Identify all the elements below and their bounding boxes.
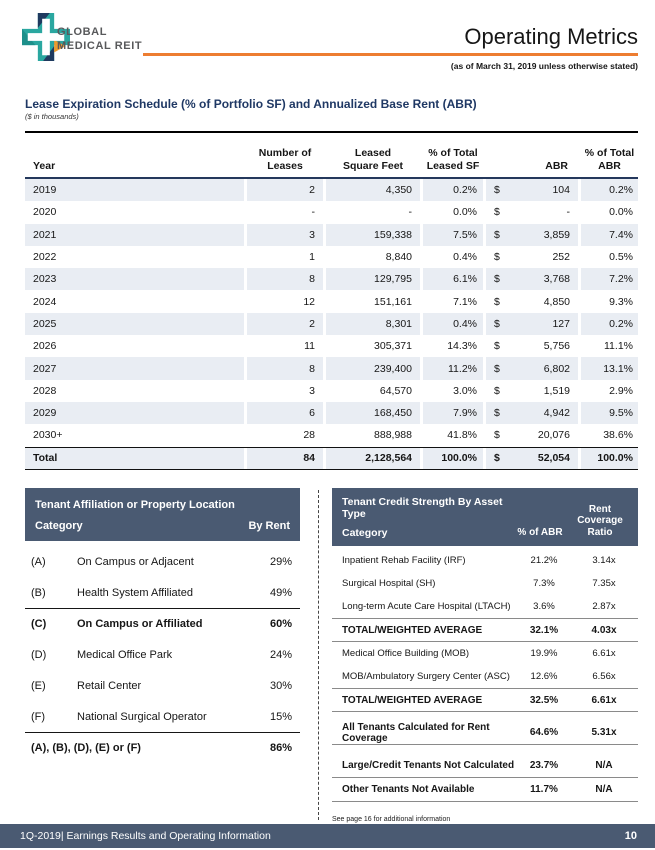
rent-coverage-ratio-value: 2.87x [592,601,616,612]
col-header-leased-square-feet: Leased Square Feet [342,146,404,172]
pct-total-abr-cell: 100.0% [581,448,638,470]
by-rent-value: 24% [269,648,292,661]
number-of-leases-cell: 2 [247,313,323,335]
number-of-leases-cell: 1 [309,251,315,264]
leased-square-feet-cell: 168,450 [326,402,420,424]
credit-row [332,642,638,665]
pct-total-abr-cell: 0.2% [581,313,638,335]
col-header-pct-total-abr: % of Total ABR [584,146,635,172]
credit-table-body [332,549,638,802]
pct-total-abr-cell: 11.1% [604,340,633,353]
pct-total-abr-cell: 0.2% [581,179,638,201]
credit-row [332,572,638,595]
lease-table-row [25,335,638,357]
by-rent-value: 30% [269,679,292,692]
credit-row [332,549,638,572]
currency-symbol: $ [494,407,500,420]
currency-symbol: $ [494,452,500,465]
pct-of-abr-value: 23.7% [529,760,559,771]
credit-row [332,618,638,642]
currency-symbol: $ [494,340,500,353]
currency-symbol: $ [494,273,500,286]
rent-coverage-ratio-value: 7.35x [592,578,616,589]
year-cell: 2030+ [33,429,63,442]
number-of-leases-cell: 11 [304,340,315,353]
year-cell: 2025 [25,313,244,335]
pct-total-abr-cell: 38.6% [603,429,633,442]
pct-of-abr-value: 19.9% [530,648,558,659]
by-rent-value: 49% [269,586,292,599]
currency-symbol: $ [494,228,500,241]
rent-coverage-ratio-value: 6.56x [592,671,616,682]
pct-of-abr-value: 12.6% [530,671,558,682]
affiliation-row [25,546,300,577]
credit-row [332,665,638,688]
abr-cell [486,357,578,379]
number-of-leases-cell: 3 [309,384,315,397]
leased-square-feet-cell: 159,338 [326,224,420,246]
currency-symbol: $ [494,184,500,197]
see-page-footnote: See page 16 for additional information [332,816,451,823]
credit-row [332,595,638,618]
lease-table-title: Lease Expiration Schedule (% of Portfolio SF) and Annualized Base Rent (ABR) [25,97,477,111]
abr-value: 3,768 [543,273,570,286]
number-of-leases-cell: 28 [303,429,315,442]
abr-cell [486,448,578,470]
credit-row [332,721,638,745]
pct-total-abr-cell: 2.9% [609,384,633,397]
rent-coverage-ratio-value: N/A [595,760,613,771]
rent-coverage-ratio-value: 5.31x [591,727,617,738]
by-rent-value: 29% [269,555,292,568]
abr-cell [486,246,578,268]
year-cell: 2022 [33,251,57,264]
leased-square-feet-cell: 2,128,564 [326,448,420,470]
asset-type-label: Long-term Acute Care Hospital (LTACH) [342,601,511,612]
leased-square-feet-cell: 4,350 [326,179,420,201]
logo-line2: MEDICAL REIT [57,40,143,53]
col-header-abr: ABR [545,159,568,172]
credit-category-label: Category [342,527,388,539]
lease-table-row [25,313,638,335]
asset-type-label: All Tenants Calculated for Rent Coverage [342,721,490,744]
dashed-divider [318,490,319,820]
pct-of-abr-value: 3.6% [533,601,555,612]
asset-type-label: Surgical Hospital (SH) [342,578,436,589]
tenant-credit-strength-table [332,488,638,823]
abr-cell [486,224,578,246]
number-of-leases-cell: 12 [303,295,315,308]
leased-square-feet-cell: 239,400 [326,357,420,379]
asset-type-label: Inpatient Rehab Facility (IRF) [342,555,466,566]
lease-table-row [25,224,638,246]
pct-total-leased-sf-cell: 100.0% [423,448,483,470]
affiliation-table-title: Tenant Affiliation or Property Location [35,499,235,511]
asset-type-label: Other Tenants Not Available [342,784,475,795]
category-column-label: Category [35,520,83,532]
abr-cell [486,179,578,201]
year-cell: Total [25,448,244,470]
leased-square-feet-cell: - [408,206,412,219]
logo-line1: GLOBAL [57,26,108,38]
abr-cell [486,201,578,223]
pct-total-abr-cell: 9.3% [609,295,633,308]
currency-symbol: $ [494,429,500,442]
number-of-leases-cell: 8 [247,357,323,379]
affiliation-table-body [25,546,300,763]
number-of-leases-cell: 8 [247,268,323,290]
rent-coverage-ratio-value: 6.61x [592,648,616,659]
col-header-number-of-leases: Number of Leases [258,146,312,172]
credit-table-title: Tenant Credit Strength By Asset Type [342,496,503,520]
pct-total-leased-sf-cell: 6.1% [423,268,483,290]
number-of-leases-cell: 2 [247,179,323,201]
footer-report-title: 1Q-2019| Earnings Results and Operating Information [20,830,271,842]
year-cell: 2021 [25,224,244,246]
pct-total-leased-sf-cell: 7.1% [453,295,477,308]
leased-square-feet-cell: 64,570 [379,384,412,397]
leased-square-feet-cell: 151,161 [374,295,412,308]
pct-of-abr-value: 64.6% [529,727,559,738]
lease-table-row [25,380,638,402]
lease-table-row [25,246,638,268]
pct-total-leased-sf-cell: 0.4% [423,313,483,335]
number-of-leases-cell: 6 [247,402,323,424]
col-header-year: Year [33,159,56,172]
units-note: ($ in thousands) [25,112,79,121]
abr-value: 4,942 [543,407,570,420]
asset-type-label: MOB/Ambulatory Surgery Center (ASC) [342,671,510,682]
affiliation-row [25,608,300,639]
category-label: On Campus or Adjacent [77,555,194,568]
affiliation-table-header [25,488,300,541]
pct-total-leased-sf-cell: 11.2% [423,357,483,379]
footer-bar [0,824,655,848]
category-code: (A) [31,555,46,568]
lease-table-row [25,402,638,424]
currency-symbol: $ [494,384,500,397]
category-code: (B) [31,586,46,599]
affiliation-row [25,577,300,608]
affiliation-row [25,670,300,701]
category-label: National Surgical Operator [77,710,207,723]
leased-square-feet-cell: 305,371 [374,340,412,353]
category-label: Health System Affiliated [77,586,193,599]
lease-table-row [25,268,638,290]
abr-value: 5,756 [543,340,570,353]
category-label: On Campus or Affiliated [77,618,203,630]
credit-table-header [332,488,638,546]
by-rent-value: 15% [269,710,292,723]
rent-coverage-ratio-column-label: Rent Coverage Ratio [577,503,623,539]
pct-total-leased-sf-cell: 0.0% [453,206,477,219]
abr-value: 52,054 [537,452,570,465]
year-cell: 2024 [33,295,57,308]
leased-square-feet-cell: 8,301 [326,313,420,335]
by-rent-value: 60% [269,618,292,630]
rent-coverage-ratio-value: 4.03x [591,624,617,636]
abr-value: 3,859 [543,228,570,241]
pct-total-leased-sf-cell: 41.8% [447,429,477,442]
header-accent-rule [143,53,638,56]
tenant-affiliation-table [25,488,300,763]
currency-symbol: $ [494,295,500,308]
lease-table-row [25,447,638,471]
asset-type-label: TOTAL/WEIGHTED AVERAGE [342,624,483,636]
year-cell: 2023 [25,268,244,290]
abr-cell [486,402,578,424]
category-code: (C) [31,618,47,630]
abr-value: 4,850 [543,295,570,308]
abr-value: - [566,206,570,219]
currency-symbol: $ [494,362,500,375]
credit-row [332,688,638,712]
abr-value: 104 [552,184,570,197]
category-label: Retail Center [77,679,142,692]
abr-value: 6,802 [543,362,570,375]
lease-table-row [25,179,638,201]
category-label: Medical Office Park [77,648,173,661]
pct-of-abr-value: 32.1% [529,624,559,636]
pct-of-abr-value: 32.5% [529,694,559,706]
abr-value: 127 [552,317,570,330]
lease-table-body [25,179,638,470]
number-of-leases-cell: 3 [247,224,323,246]
as-of-date-note: (as of March 31, 2019 unless otherwise stated) [450,61,638,71]
abr-value: 20,076 [537,429,570,442]
leased-square-feet-cell: 129,795 [326,268,420,290]
abr-cell [486,313,578,335]
asset-type-label: Medical Office Building (MOB) [342,648,470,659]
pct-total-leased-sf-cell: 14.3% [447,340,477,353]
pct-total-leased-sf-cell: 7.5% [423,224,483,246]
abr-value: 252 [552,251,570,264]
currency-symbol: $ [494,206,500,219]
credit-row [332,778,638,802]
lease-table-row [25,290,638,312]
abr-cell [486,335,578,357]
lease-table [25,131,638,470]
pct-total-abr-cell: 7.2% [581,268,638,290]
currency-symbol: $ [494,317,500,330]
abr-cell [486,268,578,290]
by-rent-column-label: By Rent [248,520,290,532]
pct-total-abr-cell: 0.5% [609,251,633,264]
number-of-leases-cell: - [311,206,315,219]
abr-value: 1,519 [543,384,570,397]
affiliation-row [25,732,300,763]
col-header-pct-total-leased-sf: % of Total Leased SF [426,146,480,172]
lease-table-row [25,201,638,223]
asset-type-label: TOTAL/WEIGHTED AVERAGE [342,694,483,706]
leased-square-feet-cell: 888,988 [374,429,412,442]
logo-wordmark [57,25,142,54]
abr-cell [486,290,578,312]
lease-table-row [25,357,638,379]
abr-cell [486,380,578,402]
pct-total-abr-cell: 9.5% [581,402,638,424]
number-of-leases-cell: 84 [247,448,323,470]
category-code: (E) [31,679,46,692]
pct-of-abr-value: 7.3% [533,578,555,589]
credit-row [332,754,638,778]
pct-total-abr-cell: 13.1% [581,357,638,379]
year-cell: 2026 [33,340,57,353]
abr-cell [486,424,578,446]
affiliation-table-subheader [35,520,290,532]
pct-total-abr-cell: 7.4% [581,224,638,246]
pct-of-abr-value: 11.7% [530,784,558,795]
lease-table-row [25,424,638,446]
year-cell: 2029 [25,402,244,424]
leased-square-feet-cell: 8,840 [385,251,412,264]
rent-coverage-ratio-value: 3.14x [592,555,616,566]
currency-symbol: $ [494,251,500,264]
asset-type-label: Large/Credit Tenants Not Calculated [342,760,515,771]
pct-of-abr-column-label: % of ABR [517,527,563,539]
page-number: 10 [624,830,637,842]
year-cell: 2020 [33,206,57,219]
pct-of-abr-value: 21.2% [530,555,558,566]
pct-total-leased-sf-cell: 7.9% [423,402,483,424]
pct-total-leased-sf-cell: 0.2% [423,179,483,201]
category-label: (A), (B), (D), (E) or (F) [31,742,141,754]
year-cell: 2019 [25,179,244,201]
pct-total-abr-cell: 0.0% [609,206,633,219]
rent-coverage-ratio-value: N/A [595,784,613,795]
by-rent-value: 86% [269,742,292,754]
affiliation-row [25,639,300,670]
affiliation-row [25,701,300,732]
pct-total-leased-sf-cell: 3.0% [453,384,477,397]
lease-expiration-section [25,97,638,470]
year-cell: 2028 [33,384,57,397]
year-cell: 2027 [25,357,244,379]
lease-table-header-row [25,133,638,179]
category-code: (D) [31,648,47,661]
pct-total-leased-sf-cell: 0.4% [453,251,477,264]
category-code: (F) [31,710,46,723]
rent-coverage-ratio-value: 6.61x [591,694,617,706]
page-title: Operating Metrics [464,24,638,49]
